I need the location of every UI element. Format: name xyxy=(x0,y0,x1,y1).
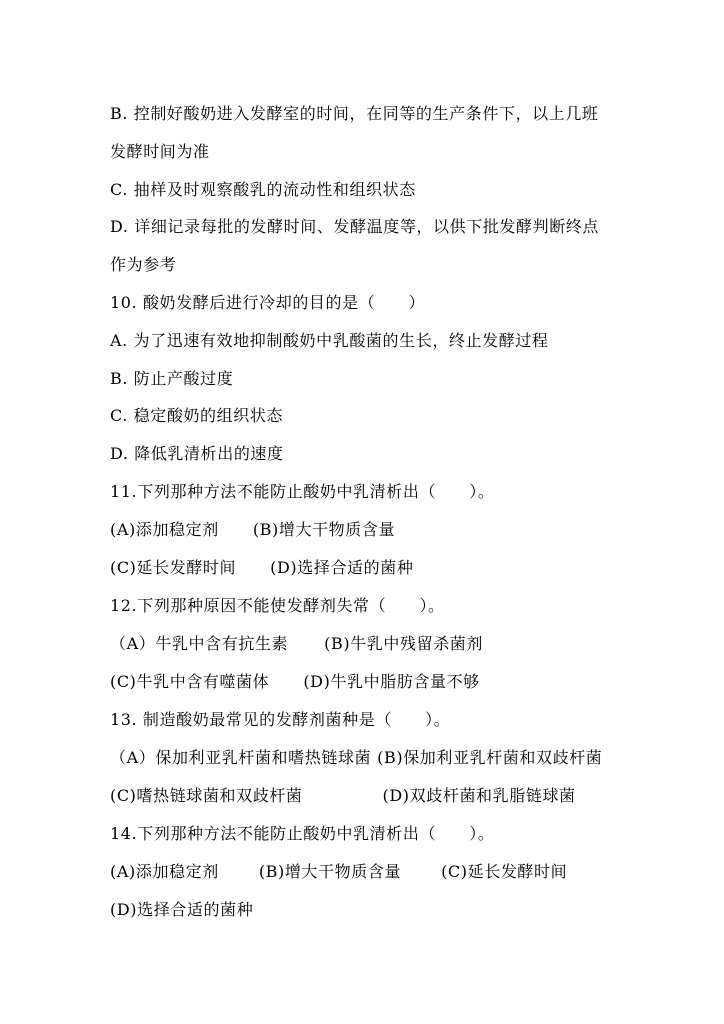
option-text: (A)添加稳定剂 xyxy=(110,862,219,881)
question-11 xyxy=(110,481,620,503)
q14-options-row-2 xyxy=(110,899,620,921)
question-text: 12.下列那种原因不能使发酵剂失常（ ）。 xyxy=(110,596,445,615)
option-text: (B)增大干物质含量 xyxy=(258,862,402,881)
option-c-line xyxy=(110,179,620,201)
text-line: 作为参考 xyxy=(110,255,177,274)
option-text: (D)牛乳中脂肪含量不够 xyxy=(303,672,480,691)
option-text: (B)保加利亚乳杆菌和双歧杆菌 xyxy=(377,748,603,767)
question-13 xyxy=(110,709,620,731)
q14-options-row-1 xyxy=(110,861,620,883)
option-text: D. 降低乳清析出的速度 xyxy=(110,444,284,463)
question-10 xyxy=(110,292,620,314)
option-b-line-2 xyxy=(110,141,620,163)
q11-options-row-2 xyxy=(110,557,620,579)
option-text: (D)选择合适的菌种 xyxy=(270,558,414,577)
text-line: 发酵时间为准 xyxy=(110,142,210,161)
q10-option-a xyxy=(110,330,620,352)
text-line: B. 控制好酸奶进入发酵室的时间，在同等的生产条件下，以上几班 xyxy=(110,104,599,123)
q12-options-row-1 xyxy=(110,633,620,655)
option-text: (D)双歧杆菌和乳脂链球菌 xyxy=(382,786,576,805)
q11-options-row-1 xyxy=(110,519,620,541)
q12-options-row-2 xyxy=(110,671,620,693)
q10-option-d xyxy=(110,443,620,465)
q13-options-row-2 xyxy=(110,785,620,807)
q10-option-b xyxy=(110,368,620,390)
option-text: (C)嗜热链球菌和双歧杆菌 xyxy=(110,786,303,805)
option-text: B. 防止产酸过度 xyxy=(110,369,234,388)
option-text: (B)增大干物质含量 xyxy=(252,520,396,539)
option-text: （A）牛乳中含有抗生素 xyxy=(110,634,289,653)
question-14 xyxy=(110,823,620,845)
q10-option-c xyxy=(110,405,620,427)
option-text: (C)延长发酵时间 xyxy=(441,862,568,881)
option-text: (B)牛乳中残留杀菌剂 xyxy=(324,634,483,653)
question-text: 14.下列那种方法不能防止酸奶中乳清析出（ ）。 xyxy=(110,824,495,843)
text-line: C. 抽样及时观察酸乳的流动性和组织状态 xyxy=(110,180,416,199)
question-text: 13. 制造酸奶最常见的发酵剂菌种是（ ）。 xyxy=(110,710,451,729)
option-text: (C)延长发酵时间 xyxy=(110,558,237,577)
q13-options-row-1 xyxy=(110,747,620,769)
text-line: D. 详细记录每批的发酵时间、发酵温度等，以供下批发酵判断终点 xyxy=(110,217,600,236)
option-d-line-1 xyxy=(110,216,620,238)
option-text: (C)牛乳中含有噬菌体 xyxy=(110,672,270,691)
question-12 xyxy=(110,595,620,617)
option-text: A. 为了迅速有效地抑制酸奶中乳酸菌的生长，终止发酵过程 xyxy=(110,331,549,350)
question-text: 11.下列那种方法不能防止酸奶中乳清析出（ ）。 xyxy=(110,482,495,501)
option-text: (D)选择合适的菌种 xyxy=(110,900,254,919)
option-text: C. 稳定酸奶的组织状态 xyxy=(110,406,284,425)
option-text: (A)添加稳定剂 xyxy=(110,520,219,539)
question-text: 10. 酸奶发酵后进行冷却的目的是（ ） xyxy=(110,293,426,312)
option-text: （A）保加利亚乳杆菌和嗜热链球菌 xyxy=(110,748,372,767)
option-d-line-2 xyxy=(110,254,620,276)
option-b-line-1 xyxy=(110,103,620,125)
